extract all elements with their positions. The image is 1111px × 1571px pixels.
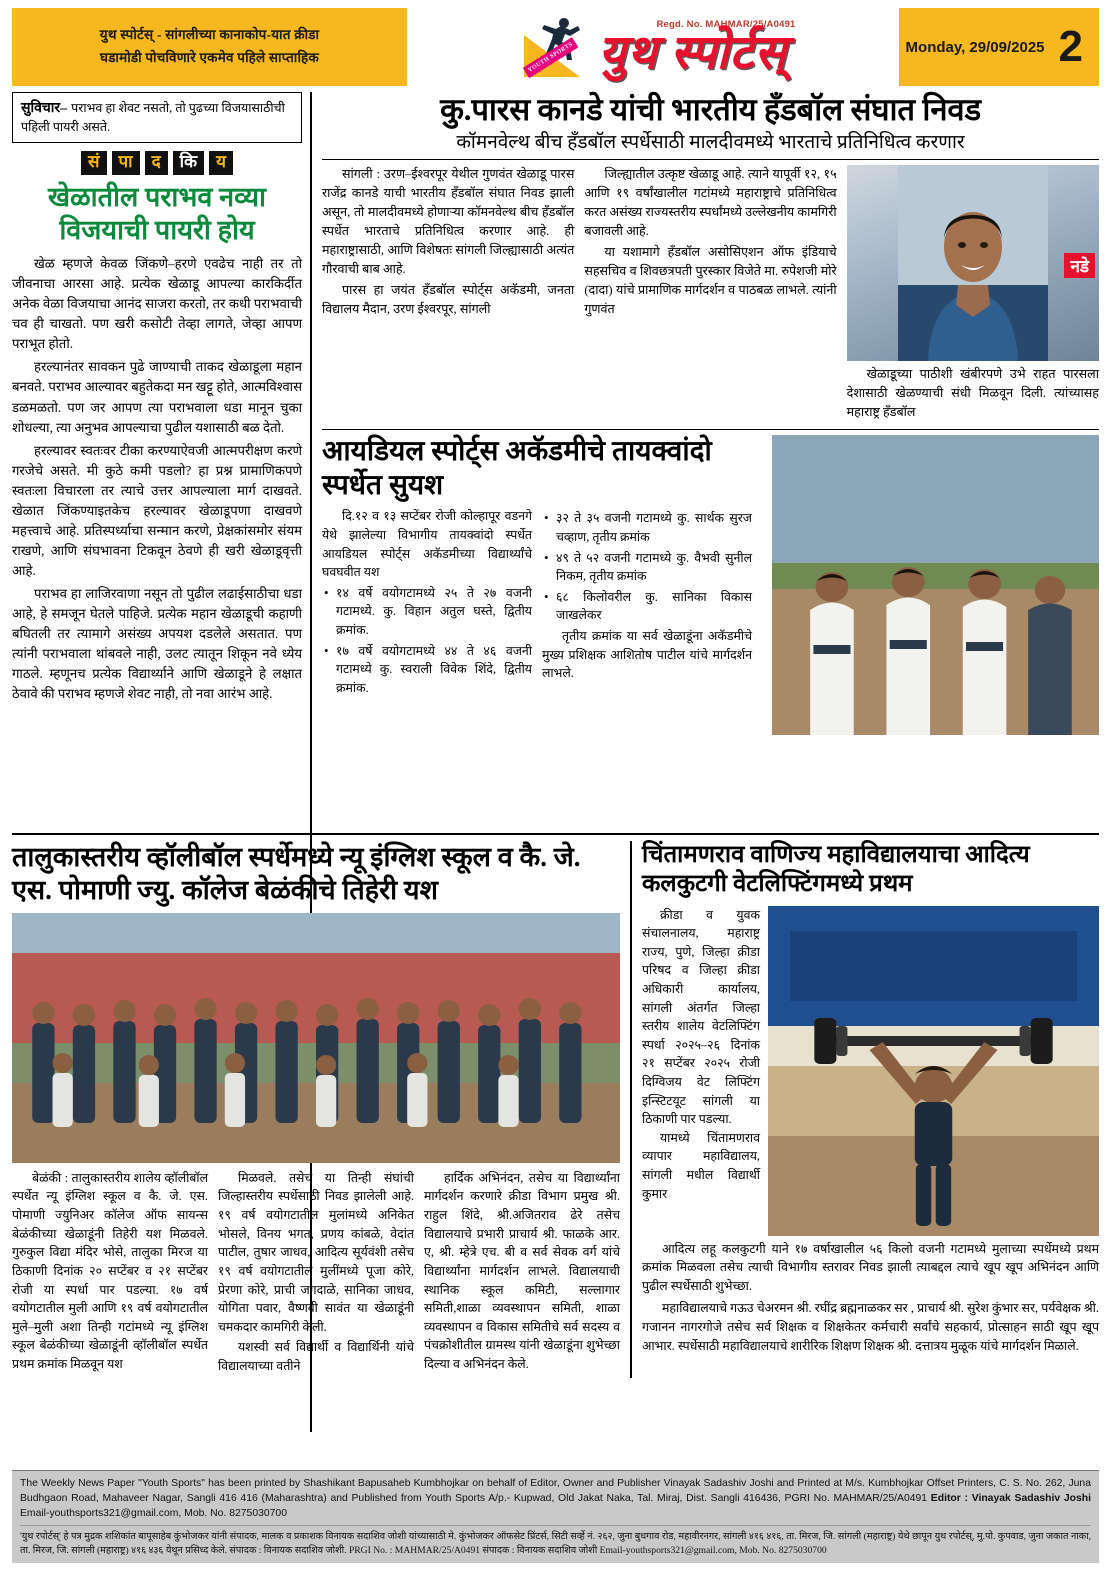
taekwondo-closing: तृतीय क्रमांक या सर्व खेळाडूंना अकॅडमीचे मुख्य प्रशिक्षक आशितोष पाटील यांचे मार्गदर्शन लाभले. xyxy=(542,629,752,681)
handball-paragraph: पारस हा जयंत हँडबॉल स्पोर्ट्स अकॅडमी, जनता विद्यालय मैदान, उरण ईश्वरपूर, सांगली xyxy=(322,282,575,316)
weightlifting-photo xyxy=(768,906,1099,1236)
editor-name: Editor : Vinayak Sadashiv Joshi xyxy=(930,1493,1091,1505)
taekwondo-results-right xyxy=(542,509,752,625)
taekwondo-team-photo xyxy=(772,435,1099,735)
handball-column-2 xyxy=(584,165,836,424)
result-item: • १४ वर्षे वयोगटामध्ये २५ ते २७ वजनी गटामध्ये. कु. विहान अतुल घस्ते, द्वितीय क्रमांक. xyxy=(322,584,532,640)
banner-letter-1: सं xyxy=(81,151,107,176)
taekwondo-column-1 xyxy=(322,507,532,699)
taekwondo-intro: दि.१२ व १३ सप्टेंबर रोजी कोल्हापूर वडनगे येथे झालेल्या विभागीय तायक्वांदो स्पर्धेत आयडियल स्पोर्ट्स अकॅडमीच्या विद्यार्थ्यांचे घवघवीत यश xyxy=(322,509,532,580)
taekwondo-column-2 xyxy=(542,507,752,699)
handball-headline: कु.पारस कानडे यांची भारतीय हँडबॉल संघात निवड xyxy=(440,92,981,127)
volleyball-group-illustration xyxy=(12,913,620,1163)
banner-letter-5: य xyxy=(209,151,233,176)
colophon-english-text: The Weekly News Paper "Youth Sports" has been printed by Shashikant Bapusaheb Kumbhojkar on behalf of Editor, Owner and Publisher Vinayak Sadashiv Joshi and Printed at M/s. Kumbhojkar Offset Printers, C. S. No. 262, Juna Budhgaon Road, Mahaveer Nagar, Sangli 416 416 (Maharashtra) and Published from Youth Sports A/p.- Kupwad, Old Jakat Naka, Tal. Miraj, Dist. Sangli 416436, PGRI No. MAHMAR/25/A0491 xyxy=(20,1477,1091,1505)
bottom-articles-row xyxy=(12,833,1099,1378)
tagline-line-1: युथ स्पोर्टस् - सांगलीच्या कानाकोप-यात क्रीडा xyxy=(99,27,320,43)
volleyball-column-3 xyxy=(424,1169,620,1378)
tagline-line-2: घडामोडी पोचविणारे एकमेव पहिले साप्ताहिक xyxy=(100,50,319,65)
taekwondo-group-illustration xyxy=(772,435,1099,735)
volleyball-paragraph: बेळंकी : तालुकास्तरीय शालेय व्हॉलीबॉल स्पर्धेत न्यू इंग्लिश स्कूल व कै. जे. एस. पोमाणी ज्युनिअर कॉलेज ऑफ सायन्स बेळंकीच्या खेळाडूंनी तिहेरी यश मिळवले. गुरुकुल विद्या मंदिर भोसे, तालुका मिरज या ठिकाणी दिनांक २० सप्टेंबर व २१ सप्टेंबर रोजी या स्पर्धा पार पडल्या. १७ वर्ष वयोगटातील मुली आणि १९ वर्ष वयोगटातील मुले–मुली अशा तिन्ही गटांमध्ये न्यू इंग्लिश स्कूल बेळंकीच्या खेळाडूंनी व्हॉलीबॉल स्पर्धेत प्रथम क्रमांक मिळवून यश xyxy=(12,1170,208,1371)
editorial-paragraph: खेळ म्हणजे केवळ जिंकणे–हरणे एवढेच नाही तर तो जीवनाचा आरसा आहे. प्रत्येक खेळाडू आपल्या कारकिर्दीत अनेक वेळा विजयाचा आनंद साजरा करतो, तर कधी पराभवाची चव ही चाखतो. पण खरी कसोटी तेव्हा लागते, जेव्हा आपण पराभूत होतो. xyxy=(12,256,302,352)
volleyball-column-2 xyxy=(218,1169,414,1378)
weightlifting-paragraph: यामध्ये चिंतामणराव व्यापार महाविद्यालय, सांगली मधील विद्यार्थी कुमार xyxy=(642,1130,760,1201)
logo-band-text: YOUTH SPORTS xyxy=(527,41,575,74)
quote-label: सुविचार– xyxy=(21,101,68,116)
colophon-footer xyxy=(12,1470,1099,1563)
masthead-logo xyxy=(407,8,899,86)
publication-date: Monday, 29/09/2025 xyxy=(905,38,1045,56)
running-athlete-icon xyxy=(520,11,594,83)
weightlifter-illustration xyxy=(768,906,1099,1236)
editorial-paragraph: हरल्यावर स्वतःवर टीका करण्याऐवजी आत्मपरीक्षण करणे गरजेचे असते. मी कुठे कमी पडलो? हा प्रश्न प्रामाणिकपणे स्वतःला विचारला तर त्याचे उत्तर आपल्याला मार्ग दाखवते. खेळात जिंकण्याइतकेच हरल्यावर खेळाडूपणा दाखवणे महत्त्वाचे आहे. प्रतिस्पर्ध्याचा सन्मान करणे, प्रेक्षकांसमोर संयम राखणे, आणि संघभावना टिकवून ठेवणे ही खरी खेळाडूवृत्ती आहे. xyxy=(12,442,302,578)
volleyball-paragraph: मिळवले. तसेच या तिन्ही संघांची जिल्हास्तरीय स्पर्धेसाठी निवड झालेली आहे. १९ वर्ष वयोगटातील मुलांमध्ये अनिकेत भोसले, विनय भगत, प्रणय कांबळे, वेदांत पाटील, तुषार जाधव, आदित्य सूर्यवंशी तसेच १९ वर्ष वयोगटातील मुलींमध्ये पूजा कोरे, प्रेरणा कोरे, प्राची जगदाळे, सानिका जाधव, योगिता पवार, वैष्णवी सावंत या खेळाडूंनी चमकदार कामगिरी केली. xyxy=(218,1170,414,1334)
result-item: • १७ वर्षे वयोगटामध्ये ४४ ते ४६ वजनी गटामध्ये कु. स्वराली विवेक शिंदे, द्वितीय क्रमांक. xyxy=(322,642,532,698)
photo-name-tag: नडे xyxy=(1064,253,1095,278)
handball-athlete-photo xyxy=(847,165,1099,361)
editorial-headline: खेळातील पराभव नव्या विजयाची पायरी होय xyxy=(47,182,267,246)
masthead-tagline xyxy=(12,8,407,86)
banner-letter-4: कि xyxy=(173,151,204,176)
banner-letter-2: पा xyxy=(112,151,140,176)
article-volleyball xyxy=(12,841,632,1378)
handball-column-1 xyxy=(322,165,574,424)
editorial-section-banner xyxy=(12,151,302,176)
weightlifting-headline: चिंतामणराव वाणिज्य महाविद्यालयाचा आदित्य कलकुटगी वेटलिफ्टिंगमध्ये प्रथम xyxy=(642,842,1030,898)
colophon-marathi: 'युथ रपोर्टस्' हे पत्र मुद्रक शशिकांत बापूसाहेब कुंभोजकर यांनी संपादक, मालक व प्रकाशक विनायक सदाशिव जोशी यांच्यासाठी मे. कुंभोजकर ऑफसेट प्रिंटर्स, सिटी सर्व्हे नं. २६२, जुना बुधगाव रोड, महावीरनगर, सांगली ४१६ ४१६, ता. मिरज, जि. सांगली (महाराष्ट्र) येथे छापून युथ रपोर्टस्, मु.पो. कुपवाड, जुना जकात नाका, ता. मिरज, जि. सांगली (महाराष्ट्र) ४१६ ४३६ येथून प्रसिध्द केले. संपादक : विनायक सदाशिव जोशी. PRGI No. : MAHMAR/25/A0491 संपादक : विनायक सदाशिव जोशी Email-youthsports321@gmail.com, Mob. No. 8275030700 xyxy=(20,1531,1091,1557)
banner-letter-3: द xyxy=(145,151,168,176)
article-taekwondo xyxy=(322,435,1099,735)
result-item: • ४९ ते ५२ वजनी गटामध्ये कु. वैभवी सुनील निकम, तृतीय क्रमांक xyxy=(542,549,752,586)
handball-paragraph: सांगली : उरण–ईश्वरपूर येथील गुणवंत खेळाडू पारस राजेंद्र कानडे याची भारतीय हँडबॉल संघात निवड झाली असून, तो मालदीवमध्ये होणाऱ्या कॉमनवेल्थ बीच हँडबॉल स्पर्धेत भारताचे प्रतिनिधित्व करणार आहे. ही महाराष्ट्रासाठी, आणि विशेषतः सांगली जिल्ह्यासाठी अत्यंत गौरवाची बाब आहे. xyxy=(322,167,575,276)
divider xyxy=(322,159,1099,160)
footer-divider xyxy=(20,1525,1091,1526)
weightlifting-paragraph: क्रीडा व युवक संचालनालय, महाराष्ट्र राज्य, पुणे, जिल्हा क्रीडा परिषद व जिल्हा क्रीडा अधिकारी कार्यालय, सांगली अंतर्गत जिल्हा स्तरीय शालेय वेटलिफ्टिंग स्पर्धा २०२५–२६ दिनांक २१ सप्टेंबर २०२५ रोजी दिग्विजय वेट लिफ्टिंग इन्स्टिटयूट सांगली या ठिकाणी पार पडल्या. xyxy=(642,907,760,1127)
masthead-date-block xyxy=(899,8,1099,86)
weightlifting-body xyxy=(642,1240,1099,1356)
handball-paragraph: या यशामागे हँडबॉल असोसिएशन ऑफ इंडियाचे सहसचिव व शिवछत्रपती पुरस्कार विजेते मा. रुपेशजी मोरे (दादा) यांचे प्रामाणिक मार्गदर्शन व पाठबळ लाभले. त्यांनी गुणवंत xyxy=(584,244,837,316)
article-weightlifting xyxy=(632,841,1099,1378)
volleyball-paragraph: हार्दिक अभिनंदन, तसेच या विद्यार्थ्यांना मार्गदर्शन करणारे क्रीडा विभाग प्रमुख श्री. राहुल शिंदे, श्री.अजितराव ढेरे तसेच विद्यालयाचे प्रभारी प्राचार्य श्री. फाळके आर. ए, श्री. म्हेत्रे एच. बी व सर्व सेवक वर्ग यांचे विद्यार्थ्यांना मार्गदर्शन लाभले. विद्यालयाची स्थानिक स्कूल कमिटी, सल्लागार समिती,शाळा व्यवस्थापन समिती, शाळा व्यवस्थापन व विकास समितीचे सर्व सदस्य व पंचक्रोशीतील ग्रामस्थ यांनी खेळाडूंना शुभेच्छा दिल्या व अभिनंदन केले. xyxy=(424,1170,620,1371)
colophon-english xyxy=(20,1476,1091,1521)
volleyball-headline: तालुकास्तरीय व्हॉलीबॉल स्पर्धेमध्ये न्यू इंग्लिश स्कूल व कै. जे. एस. पोमाणी ज्यु. कॉलेज बेळंकीचे तिहेरी यश xyxy=(12,842,581,905)
volleyball-columns xyxy=(12,1169,620,1378)
athlete-portrait-illustration xyxy=(898,165,1048,361)
volleyball-team-photo xyxy=(12,913,620,1163)
registration-number: Regd. No. MAHMAR/25/A0491 xyxy=(656,18,796,30)
taekwondo-headline: आयडियल स्पोर्ट्स अकॅडमीचे तायक्वांदो स्पर्धेत सुयश xyxy=(322,436,712,502)
page-number: 2 xyxy=(1058,22,1083,71)
editorial-body xyxy=(12,254,302,704)
handball-subheadline: कॉमनवेल्थ बीच हँडबॉल स्पर्धेसाठी मालदीवमध्ये भारताचे प्रतिनिधित्व करणार xyxy=(456,131,965,153)
result-item: • ६८ किलोवरील कु. सानिका विकास जाखलेकर xyxy=(542,588,752,625)
quote-box xyxy=(12,92,302,143)
masthead xyxy=(12,8,1099,86)
editorial-paragraph: हरल्यानंतर सावकन पुढे जाण्याची ताकद खेळाडूला महान बनवते. पराभव आल्यावर बहुतेकदा मन खट्टू होते, आत्मविश्वास डळमळतो. पण जर आपण त्या पराभवाला धडा मानून चुका शोधल्या, त्या अनुभव आपल्याचा पुढील यशासाठी बळ देतो. xyxy=(12,359,302,435)
article-handball xyxy=(322,92,1099,424)
divider xyxy=(322,429,1099,430)
volleyball-paragraph: यशस्वी सर्व विद्यार्थी व विद्यार्थिनी यांचे विद्यालयाच्या वतीने xyxy=(218,1340,414,1373)
taekwondo-results-left xyxy=(322,584,532,698)
result-item: • ३२ ते ३५ वजनी गटामध्ये कु. सार्थक सुरज चव्हाण, तृतीय क्रमांक xyxy=(542,509,752,546)
quote-text: पराभव हा शेवट नसतो, तो पुढच्या विजयासाठीची पहिली पायरी असते. xyxy=(21,101,285,134)
weightlifting-paragraph: महाविद्यालयाचे गऊउ चेअरमन श्री. रघींद्र ब्रह्मनाळकर सर , प्राचार्य श्री. सुरेश कुंभार सर, पर्यवेक्षक श्री. गजानन नागरगोजे तसेच सर्व शिक्षक व शिक्षकेतर कर्मचारी सर्वांचे सहकार्य, प्रोत्साहन साठी खूप खूप आभार. स्पर्धेसाठी महाविद्यालयाचे शारीरिक शिक्षण शिक्षक श्री. दत्तात्रय मुळूक यांचे मार्गदर्शन मिळाले. xyxy=(642,1301,1099,1353)
editorial-paragraph: पराभव हा लाजिरवाणा नसून तो पुढील लढाईसाठीचा धडा आहे, हे समजून घेतले पाहिजे. प्रत्येक महान खेळाडूची कहाणी बघितली तर त्यामागे असंख्य अपयश दडलेले असतात. पण त्यांनी पराभवाला थांबवले नाही, उलट त्यातून शिकून नवे ध्येय गाठले. म्हणूनच प्रत्येक विद्यार्थ्याने आणि खेळाडूने हे लक्षात ठेवावे की पराभव म्हणजे शेवट नाही, तो नवा आरंभ आहे. xyxy=(12,586,302,702)
weightlifting-paragraph: आदित्य लहू कलकुटगी याने १७ वर्षाखालील ५६ किलो वजनी गटामध्ये मुलाच्या स्पर्धेमध्ये प्रथम क्रमांक मिळवला तसेच त्याची विभागीय स्तरावर निवड झाली त्याबद्दल त्याचे खूप खूप अभिनंदन आणि पुढील स्पर्धेसाठी शुभेच्छा. xyxy=(642,1241,1099,1293)
colophon-english-tail: Email-youthsports321@gmail.com, Mob. No. 8275030700 xyxy=(20,1508,287,1520)
handball-photo-caption xyxy=(847,365,1099,422)
weightlifting-column-1 xyxy=(642,906,760,1236)
handball-column-3 xyxy=(847,165,1099,424)
handball-paragraph: जिल्ह्यातील उत्कृष्ट खेळाडू आहे. त्याने यापूर्वी १२, १५ आणि १९ वर्षांखालील गटांमध्ये महाराष्ट्राचे प्रतिनिधित्व करत असंख्य राज्यस्तरीय स्पर्धांमध्ये उल्लेखनीय कामगिरी बजावली आहे. xyxy=(584,167,837,239)
caption-text: खेळाडूच्या पाठीशी खंबीरपणे उभे राहत पारसला देशासाठी खेळण्याची संधी मिळवून दिली. त्यांच्यासह महाराष्ट्र हँडबॉल xyxy=(846,367,1099,420)
volleyball-column-1 xyxy=(12,1169,208,1378)
publication-title: युथ स्पोर्टस् xyxy=(598,26,788,79)
handball-columns xyxy=(322,165,1099,424)
